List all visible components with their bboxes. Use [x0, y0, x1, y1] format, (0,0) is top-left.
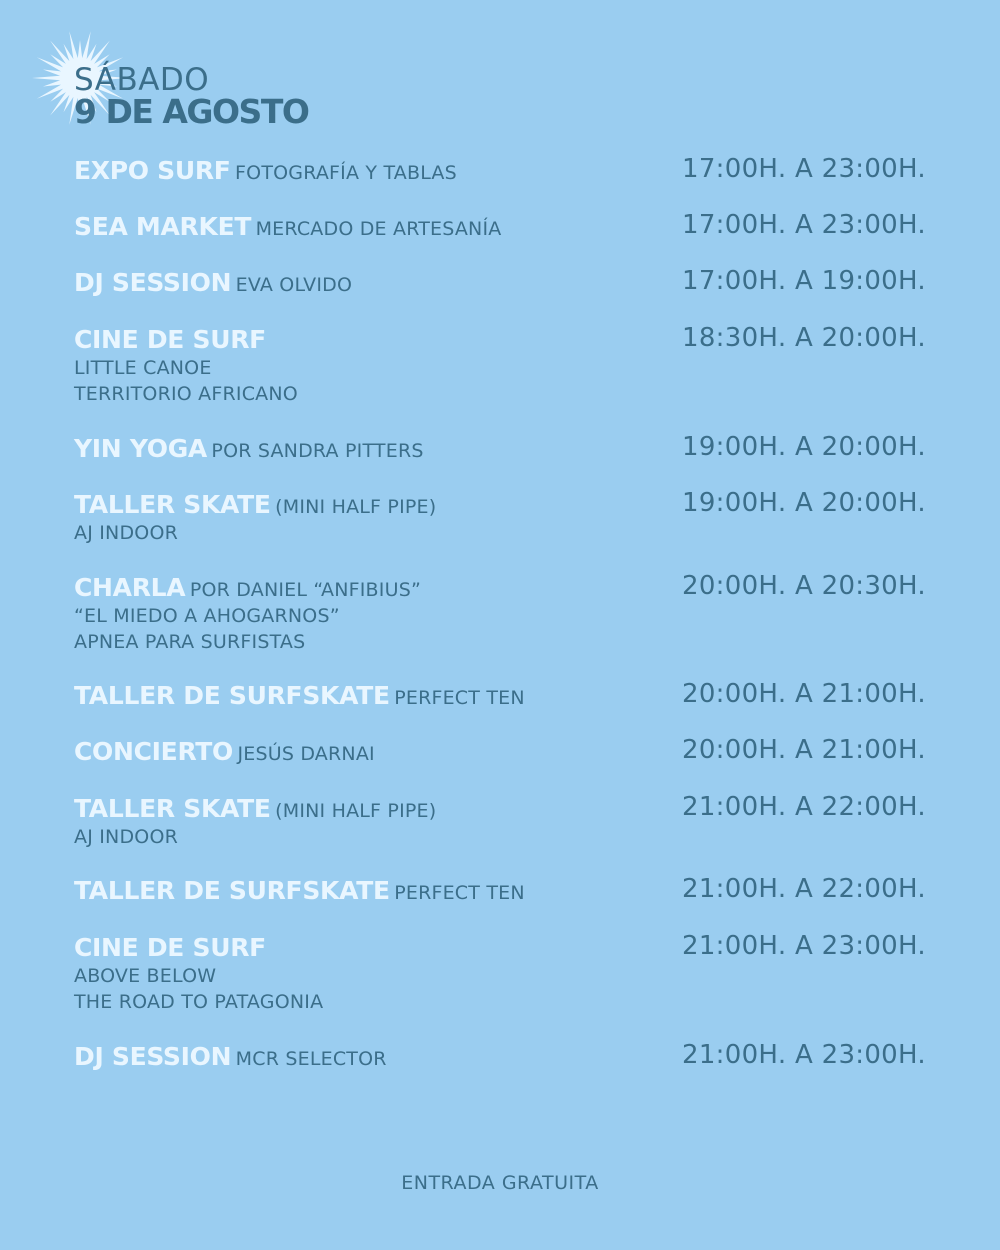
schedule-item [74, 268, 926, 298]
event-time: 17:00H. A 23:00H. [682, 154, 926, 184]
event-title: TALLER DE SURFSKATE [74, 681, 390, 710]
event-description: EVA OLVIDO [235, 274, 353, 296]
schedule-item [74, 681, 926, 711]
event-description: POR DANIEL “ANFIBIUS” [189, 579, 421, 601]
event-title: DJ SESSION [74, 268, 232, 297]
schedule-item [74, 876, 926, 906]
event-description: POR SANDRA PITTERS [211, 440, 424, 462]
schedule-item [74, 933, 926, 1015]
footer-note: ENTRADA GRATUITA [401, 1172, 599, 1194]
schedule-item [74, 325, 926, 407]
event-time: 21:00H. A 23:00H. [682, 931, 926, 961]
event-description: MCR SELECTOR [235, 1048, 387, 1070]
event-description: PERFECT TEN [394, 882, 525, 904]
schedule-item [74, 1042, 926, 1072]
schedule-item [74, 212, 926, 242]
event-time: 20:00H. A 21:00H. [682, 735, 926, 765]
event-description: (MINI HALF PIPE) [275, 800, 437, 822]
event-title: CINE DE SURF [74, 933, 266, 962]
schedule-item [74, 737, 926, 767]
event-time: 21:00H. A 22:00H. [682, 792, 926, 822]
event-time: 19:00H. A 20:00H. [682, 432, 926, 462]
event-title: TALLER DE SURFSKATE [74, 876, 390, 905]
event-subline: “EL MIEDO A AHOGARNOS” [74, 605, 340, 627]
event-time: 17:00H. A 23:00H. [682, 210, 926, 240]
event-title: TALLER SKATE [74, 490, 271, 519]
event-time: 19:00H. A 20:00H. [682, 488, 926, 518]
event-description: (MINI HALF PIPE) [275, 496, 437, 518]
event-description: JESÚS DARNAI [237, 743, 375, 765]
event-title: EXPO SURF [74, 156, 231, 185]
event-title: CINE DE SURF [74, 325, 266, 354]
event-subline: AJ INDOOR [74, 826, 178, 848]
event-title: CONCIERTO [74, 737, 233, 766]
event-title: CHARLA [74, 573, 186, 602]
event-subline: TERRITORIO AFRICANO [74, 383, 298, 405]
event-time: 21:00H. A 22:00H. [682, 874, 926, 904]
event-description: MERCADO DE ARTESANÍA [255, 218, 502, 240]
event-description: PERFECT TEN [394, 687, 525, 709]
event-time: 21:00H. A 23:00H. [682, 1040, 926, 1070]
event-title: SEA MARKET [74, 212, 252, 241]
event-time: 18:30H. A 20:00H. [682, 323, 926, 353]
schedule-item [74, 434, 926, 464]
event-title: TALLER SKATE [74, 794, 271, 823]
schedule-item [74, 490, 926, 546]
event-subline: APNEA PARA SURFISTAS [74, 631, 306, 653]
event-title: YIN YOGA [74, 434, 207, 463]
event-subline: THE ROAD TO PATAGONIA [74, 991, 324, 1013]
event-subline: AJ INDOOR [74, 522, 178, 544]
schedule-item [74, 794, 926, 850]
event-subline: LITTLE CANOE [74, 357, 212, 379]
event-title: DJ SESSION [74, 1042, 232, 1071]
event-time: 20:00H. A 21:00H. [682, 679, 926, 709]
event-description: FOTOGRAFÍA Y TABLAS [235, 162, 457, 184]
schedule-item [74, 573, 926, 655]
event-time: 20:00H. A 20:30H. [682, 571, 926, 601]
date-label: 9 DE AGOSTO [74, 92, 309, 131]
event-time: 17:00H. A 19:00H. [682, 266, 926, 296]
schedule-item [74, 156, 926, 186]
event-subline: ABOVE BELOW [74, 965, 217, 987]
header [30, 28, 370, 138]
day-label: SÁBADO [74, 62, 210, 98]
